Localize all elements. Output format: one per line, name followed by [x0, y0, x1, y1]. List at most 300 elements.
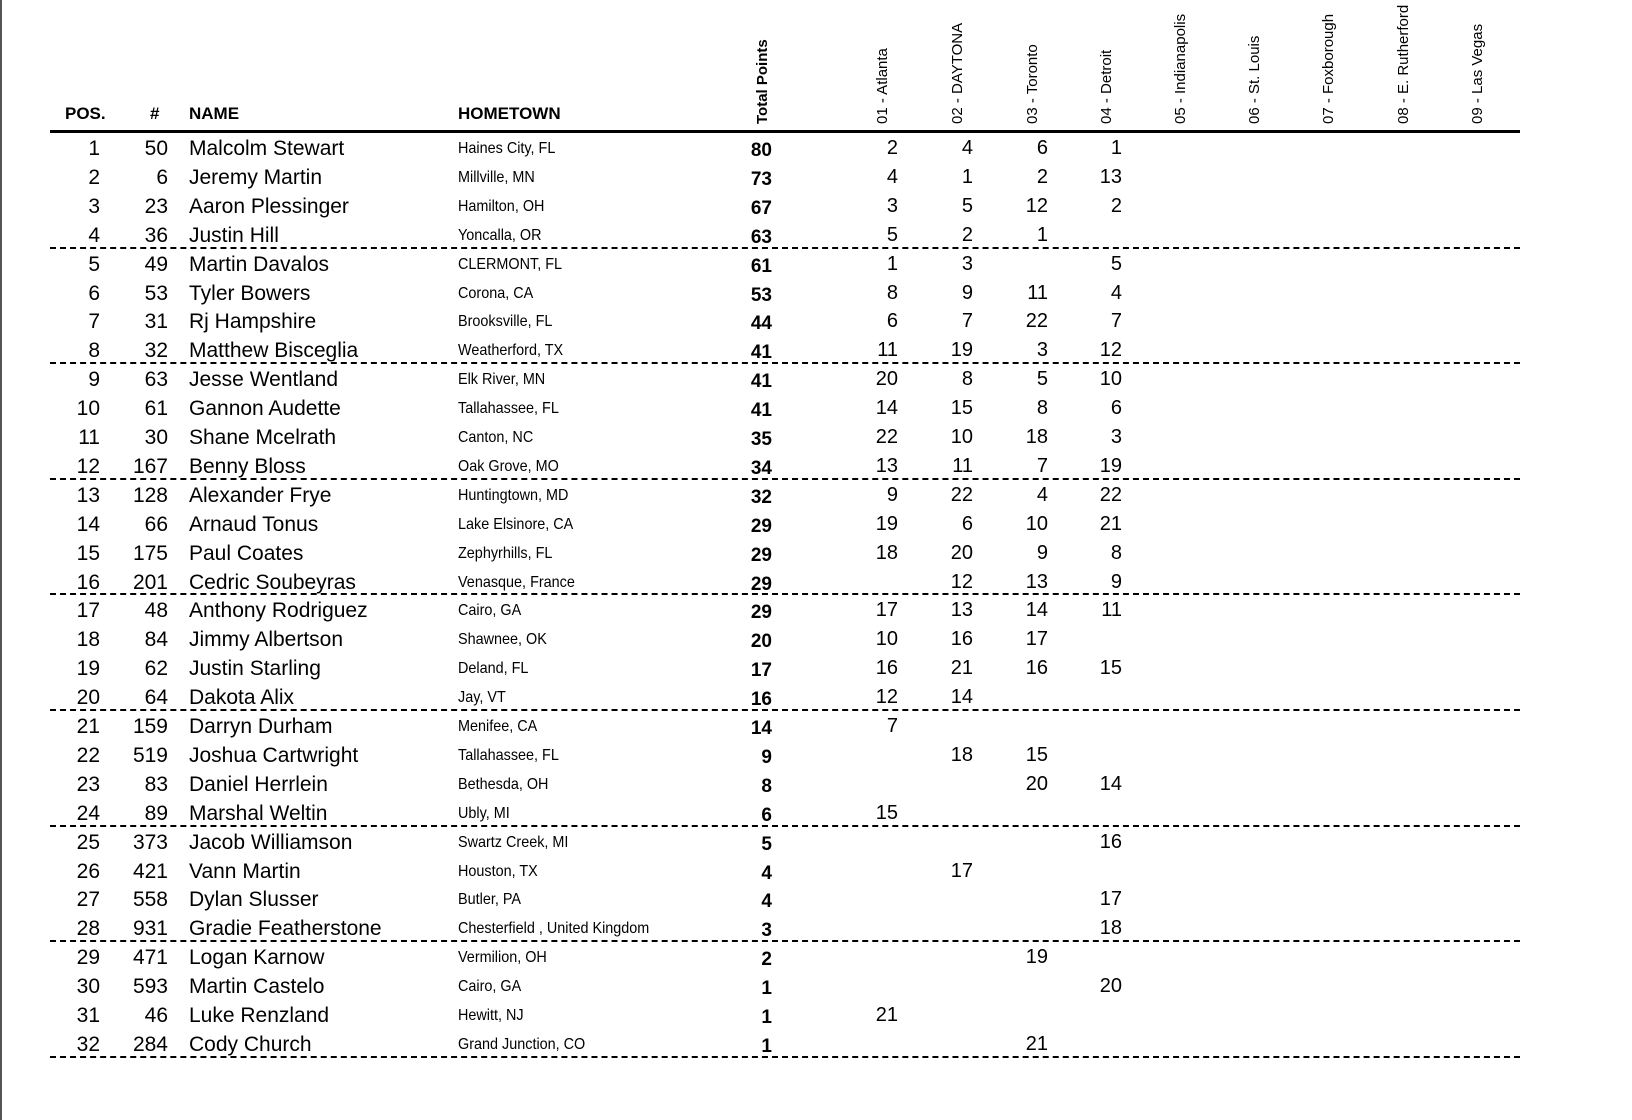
rider-hometown: Chesterfield , United Kingdom — [458, 920, 650, 938]
table-row — [0, 134, 1632, 163]
table-row — [0, 279, 1632, 308]
table-row — [0, 799, 1632, 828]
rider-total-points: 34 — [750, 457, 772, 479]
header-rule — [50, 130, 1520, 133]
rider-name: Gannon Audette — [189, 397, 341, 421]
rider-total-points: 32 — [750, 486, 772, 508]
round-result-2: 8 — [961, 368, 973, 391]
round-result-3: 1 — [1036, 223, 1048, 246]
round-result-4: 9 — [1110, 570, 1122, 593]
rider-name: Arnaud Tonus — [189, 512, 319, 536]
rider-position: 24 — [76, 801, 100, 825]
rider-hometown: Huntingtown, MD — [458, 486, 569, 504]
round-result-3: 19 — [1025, 946, 1048, 969]
group-divider — [50, 478, 1520, 480]
round-result-3: 20 — [1025, 772, 1048, 795]
group-divider — [50, 362, 1520, 364]
rider-hometown: Weatherford, TX — [458, 342, 564, 360]
round-result-2: 10 — [950, 426, 973, 448]
table-row — [0, 828, 1632, 857]
table-row — [0, 914, 1632, 943]
round-result-4: 1 — [1110, 137, 1122, 159]
round-result-3: 6 — [1036, 137, 1048, 159]
rider-number: 63 — [144, 368, 168, 392]
rider-total-points: 29 — [750, 515, 772, 537]
round-result-1: 9 — [886, 483, 898, 506]
round-result-1: 21 — [875, 1004, 898, 1026]
round-result-2: 9 — [961, 281, 973, 304]
rider-number: 84 — [144, 628, 168, 652]
rider-total-points: 1 — [761, 1007, 772, 1028]
round-result-2: 7 — [961, 310, 973, 333]
round-result-2: 12 — [950, 570, 973, 593]
rider-name: Jacob Williamson — [189, 830, 353, 854]
rider-total-points: 6 — [761, 804, 772, 826]
header-round-4: 04 - Detroit — [1098, 49, 1115, 124]
table-row — [0, 1030, 1632, 1059]
round-result-3: 17 — [1025, 628, 1048, 651]
rider-hometown: Yoncalla, OR — [458, 226, 542, 244]
rider-name: Martin Davalos — [189, 252, 330, 276]
table-row — [0, 192, 1632, 221]
rider-number: 48 — [144, 599, 168, 623]
round-result-1: 5 — [886, 223, 898, 246]
rider-hometown: Butler, PA — [458, 891, 521, 909]
round-result-4: 21 — [1099, 512, 1122, 535]
rider-total-points: 35 — [750, 429, 772, 450]
rider-number: 373 — [132, 830, 168, 854]
rider-number: 32 — [144, 339, 168, 363]
header-round-6: 06 - St. Louis — [1246, 35, 1263, 124]
header-total-points: Total Points — [754, 39, 771, 124]
rider-name: Justin Hill — [189, 223, 279, 247]
rider-position: 10 — [76, 397, 100, 421]
round-result-3: 4 — [1036, 483, 1048, 506]
rider-total-points: 63 — [750, 226, 772, 248]
round-result-1: 2 — [886, 137, 898, 159]
rider-hometown: Canton, NC — [458, 429, 534, 446]
round-result-4: 5 — [1110, 252, 1122, 275]
rider-name: Jesse Wentland — [189, 368, 339, 392]
round-result-3: 13 — [1025, 570, 1048, 593]
group-divider — [50, 940, 1520, 942]
rider-total-points: 3 — [761, 920, 772, 942]
rider-number: 53 — [144, 281, 168, 305]
table-row — [0, 510, 1632, 539]
table-row — [0, 481, 1632, 510]
round-result-4: 19 — [1099, 454, 1122, 477]
rider-position: 1 — [88, 137, 100, 160]
round-result-4: 4 — [1110, 281, 1122, 304]
round-result-1: 3 — [886, 194, 898, 217]
round-result-1: 7 — [886, 715, 898, 737]
rider-name: Anthony Rodriguez — [189, 599, 368, 623]
table-row — [0, 307, 1632, 336]
rider-hometown: CLERMONT, FL — [458, 255, 563, 273]
rider-number: 31 — [144, 310, 168, 334]
table-row — [0, 394, 1632, 423]
rider-position: 17 — [76, 599, 100, 623]
round-result-1: 19 — [875, 512, 898, 535]
rider-total-points: 14 — [750, 718, 772, 739]
rider-total-points: 53 — [750, 284, 772, 306]
rider-number: 50 — [144, 137, 168, 160]
rider-name: Martin Castelo — [189, 975, 325, 999]
rider-hometown: Ubly, MI — [458, 804, 510, 822]
rider-position: 21 — [76, 715, 100, 738]
rider-position: 12 — [76, 454, 100, 478]
table-row — [0, 1001, 1632, 1030]
table-row — [0, 712, 1632, 741]
rider-name: Rj Hampshire — [189, 310, 317, 334]
rider-position: 31 — [76, 1004, 100, 1027]
rider-position: 27 — [76, 888, 100, 912]
rider-position: 2 — [88, 165, 100, 189]
rider-total-points: 61 — [750, 255, 772, 277]
rider-name: Jimmy Albertson — [189, 628, 344, 652]
rider-number: 83 — [144, 772, 168, 796]
rider-number: 593 — [132, 975, 168, 999]
rider-position: 14 — [76, 512, 100, 536]
round-result-1: 10 — [875, 628, 898, 651]
round-result-3: 2 — [1036, 165, 1048, 188]
table-row — [0, 770, 1632, 799]
round-result-1: 18 — [875, 541, 898, 564]
table-row — [0, 885, 1632, 914]
rider-total-points: 8 — [761, 775, 772, 797]
round-result-2: 18 — [950, 743, 973, 766]
rider-number: 36 — [144, 223, 168, 247]
round-result-4: 13 — [1099, 165, 1122, 188]
rider-number: 128 — [132, 483, 168, 507]
rider-name: Malcolm Stewart — [189, 137, 345, 160]
table-row — [0, 741, 1632, 770]
round-result-1: 22 — [875, 426, 898, 448]
rider-number: 519 — [132, 743, 168, 767]
table-row — [0, 163, 1632, 192]
rider-total-points: 80 — [750, 140, 772, 161]
rider-position: 7 — [88, 310, 100, 334]
rider-hometown: Cairo, GA — [458, 602, 522, 620]
rider-name: Benny Bloss — [189, 454, 306, 478]
rider-position: 8 — [88, 339, 100, 363]
rider-total-points: 4 — [761, 862, 772, 884]
table-row — [0, 943, 1632, 972]
rider-total-points: 41 — [750, 400, 772, 422]
round-result-3: 22 — [1025, 310, 1048, 333]
header-number: # — [150, 104, 160, 123]
round-result-3: 8 — [1036, 397, 1048, 420]
rider-hometown: Bethesda, OH — [458, 775, 549, 793]
group-divider — [50, 247, 1520, 249]
round-result-1: 13 — [875, 454, 898, 477]
rider-position: 29 — [76, 946, 100, 970]
rider-position: 32 — [76, 1032, 100, 1056]
round-result-2: 13 — [950, 599, 973, 622]
rider-hometown: Haines City, FL — [458, 140, 556, 157]
round-result-2: 20 — [950, 541, 973, 564]
rider-name: Dakota Alix — [189, 686, 295, 710]
rider-name: Marshal Weltin — [189, 801, 328, 825]
round-result-1: 20 — [875, 368, 898, 391]
round-result-3: 5 — [1036, 368, 1048, 391]
table-row — [0, 625, 1632, 654]
header-name: NAME — [189, 104, 240, 123]
rider-hometown: Lake Elsinore, CA — [458, 515, 574, 533]
rider-position: 18 — [76, 628, 100, 652]
round-result-4: 3 — [1110, 426, 1122, 448]
round-result-4: 18 — [1099, 917, 1122, 940]
round-result-1: 6 — [886, 310, 898, 333]
table-row — [0, 972, 1632, 1001]
round-result-4: 8 — [1110, 541, 1122, 564]
round-result-2: 4 — [961, 137, 973, 159]
round-result-4: 6 — [1110, 397, 1122, 420]
rider-position: 3 — [88, 194, 100, 218]
rider-name: Alexander Frye — [189, 483, 332, 507]
rider-position: 11 — [78, 426, 100, 449]
rider-hometown: Millville, MN — [458, 168, 535, 186]
rider-name: Matthew Bisceglia — [189, 339, 359, 363]
rider-name: Dylan Slusser — [189, 888, 319, 912]
group-divider — [50, 825, 1520, 827]
round-result-2: 14 — [950, 686, 973, 709]
table-row — [0, 654, 1632, 683]
rider-name: Jeremy Martin — [189, 165, 323, 189]
rider-position: 25 — [76, 830, 100, 854]
rider-total-points: 5 — [761, 833, 772, 855]
group-divider — [50, 1056, 1520, 1058]
rider-hometown: Venasque, France — [458, 573, 575, 591]
round-result-1: 4 — [886, 165, 898, 188]
rider-name: Vann Martin — [189, 859, 301, 883]
rider-total-points: 29 — [750, 602, 772, 624]
round-result-3: 3 — [1036, 339, 1048, 362]
round-result-4: 7 — [1110, 310, 1122, 333]
round-result-1: 16 — [875, 657, 898, 680]
round-result-2: 15 — [950, 397, 973, 420]
rider-number: 201 — [132, 570, 168, 594]
rider-position: 19 — [76, 657, 100, 681]
rider-total-points: 1 — [761, 978, 772, 1000]
round-result-3: 12 — [1025, 194, 1048, 217]
rider-hometown: Oak Grove, MO — [458, 457, 559, 475]
rider-position: 4 — [88, 223, 100, 247]
rider-number: 64 — [144, 686, 168, 710]
rider-hometown: Menifee, CA — [458, 718, 538, 735]
round-result-3: 21 — [1025, 1032, 1048, 1055]
round-result-2: 16 — [950, 628, 973, 651]
rider-total-points: 67 — [750, 197, 772, 219]
rider-total-points: 29 — [750, 544, 772, 566]
rider-hometown: Tallahassee, FL — [458, 400, 559, 418]
rider-number: 159 — [132, 715, 168, 738]
round-result-3: 9 — [1036, 541, 1048, 564]
rider-name: Joshua Cartwright — [189, 743, 359, 767]
round-result-1: 15 — [875, 801, 898, 824]
rider-name: Logan Karnow — [189, 946, 325, 970]
rider-position: 15 — [76, 541, 100, 565]
rider-position: 13 — [76, 483, 100, 507]
table-row — [0, 452, 1632, 481]
rider-number: 931 — [132, 917, 168, 941]
rider-total-points: 73 — [750, 168, 772, 190]
round-result-3: 16 — [1025, 657, 1048, 680]
table-row — [0, 423, 1632, 452]
rider-number: 23 — [144, 194, 168, 218]
rider-total-points: 20 — [750, 631, 772, 653]
rider-position: 5 — [88, 252, 100, 276]
rider-hometown: Swartz Creek, MI — [458, 833, 569, 851]
rider-name: Paul Coates — [189, 541, 304, 565]
rider-name: Shane Mcelrath — [189, 426, 337, 449]
rider-number: 421 — [132, 859, 168, 883]
rider-total-points: 41 — [750, 371, 772, 393]
round-result-4: 11 — [1101, 599, 1122, 622]
group-divider — [50, 709, 1520, 711]
rider-number: 175 — [132, 541, 168, 565]
rider-position: 23 — [76, 772, 100, 796]
rider-position: 9 — [88, 368, 100, 392]
round-result-4: 10 — [1099, 368, 1122, 391]
round-result-2: 21 — [950, 657, 973, 680]
rider-total-points: 29 — [750, 573, 772, 595]
table-row — [0, 250, 1632, 279]
rider-hometown: Cairo, GA — [458, 978, 522, 996]
rider-number: 30 — [144, 426, 168, 449]
round-result-3: 7 — [1036, 454, 1048, 477]
round-result-3: 11 — [1027, 281, 1048, 304]
rider-number: 46 — [144, 1004, 168, 1027]
header-round-9: 09 - Las Vegas — [1469, 23, 1486, 124]
rider-total-points: 9 — [761, 746, 772, 768]
rider-hometown: Brooksville, FL — [458, 313, 553, 331]
header-round-5: 05 - Indianapolis — [1172, 13, 1189, 124]
rider-total-points: 16 — [750, 689, 772, 711]
rider-name: Luke Renzland — [189, 1004, 330, 1027]
rider-name: Daniel Herrlein — [189, 772, 328, 796]
round-result-4: 16 — [1099, 830, 1122, 853]
round-result-2: 11 — [952, 454, 973, 477]
rider-position: 16 — [76, 570, 100, 594]
rider-position: 28 — [76, 917, 100, 941]
rider-hometown: Jay, VT — [458, 689, 506, 707]
rider-name: Cedric Soubeyras — [189, 570, 356, 594]
rider-total-points: 2 — [761, 949, 772, 971]
round-result-2: 22 — [950, 483, 973, 506]
header-hometown: HOMETOWN — [458, 104, 561, 123]
rider-position: 30 — [76, 975, 100, 999]
rider-name: Justin Starling — [189, 657, 321, 681]
rider-number: 6 — [156, 165, 168, 189]
round-result-4: 15 — [1099, 657, 1122, 680]
rider-number: 89 — [144, 801, 168, 825]
rider-hometown: Deland, FL — [458, 660, 529, 678]
round-result-4: 2 — [1110, 194, 1122, 217]
table-row — [0, 365, 1632, 394]
round-result-2: 17 — [950, 859, 973, 882]
rider-number: 62 — [144, 657, 168, 681]
rider-total-points: 41 — [750, 342, 772, 364]
header-round-3: 03 - Toronto — [1024, 44, 1041, 124]
round-result-1: 14 — [875, 397, 898, 420]
round-result-3: 10 — [1025, 512, 1048, 535]
rider-number: 66 — [144, 512, 168, 536]
rider-number: 49 — [144, 252, 168, 276]
rider-hometown: Zephyrhills, FL — [458, 544, 553, 562]
round-result-1: 8 — [886, 281, 898, 304]
rider-total-points: 1 — [761, 1035, 772, 1057]
rider-hometown: Houston, TX — [458, 862, 538, 880]
round-result-4: 17 — [1099, 888, 1122, 911]
round-result-1: 11 — [877, 339, 898, 362]
table-row — [0, 857, 1632, 886]
rider-total-points: 4 — [761, 891, 772, 913]
rider-hometown: Hamilton, OH — [458, 197, 545, 215]
round-result-4: 22 — [1099, 483, 1122, 506]
rider-name: Tyler Bowers — [189, 281, 311, 305]
rider-position: 20 — [76, 686, 100, 710]
rider-hometown: Vermilion, OH — [458, 949, 547, 967]
rider-name: Cody Church — [189, 1032, 312, 1056]
rider-hometown: Shawnee, OK — [458, 631, 547, 649]
round-result-1: 17 — [875, 599, 898, 622]
rider-number: 284 — [132, 1032, 168, 1056]
table-row — [0, 568, 1632, 597]
round-result-4: 20 — [1099, 975, 1122, 998]
rider-position: 26 — [76, 859, 100, 883]
round-result-4: 14 — [1099, 772, 1122, 795]
round-result-1: 12 — [875, 686, 898, 709]
rider-position: 22 — [76, 743, 100, 767]
round-result-3: 18 — [1025, 426, 1048, 448]
rider-hometown: Hewitt, NJ — [458, 1007, 524, 1024]
rider-name: Aaron Plessinger — [189, 194, 349, 218]
rider-hometown: Tallahassee, FL — [458, 746, 559, 764]
round-result-2: 19 — [950, 339, 973, 362]
header-round-2: 02 - DAYTONA — [949, 22, 966, 124]
header-round-8: 08 - E. Rutherford — [1395, 4, 1412, 124]
rider-hometown: Elk River, MN — [458, 371, 546, 389]
round-result-2: 6 — [961, 512, 973, 535]
rider-total-points: 17 — [750, 660, 772, 682]
group-divider — [50, 593, 1520, 595]
header-round-7: 07 - Foxborough — [1320, 13, 1337, 124]
table-row — [0, 221, 1632, 250]
table-row — [0, 596, 1632, 625]
rider-position: 6 — [88, 281, 100, 305]
header-round-1: 01 - Atlanta — [874, 48, 891, 124]
rider-number: 167 — [132, 454, 168, 478]
rider-hometown: Grand Junction, CO — [458, 1035, 586, 1053]
header-pos: POS. — [65, 104, 106, 123]
round-result-2: 2 — [961, 223, 973, 246]
rider-name: Gradie Featherstone — [189, 917, 382, 941]
round-result-2: 3 — [961, 252, 973, 275]
table-row — [0, 336, 1632, 365]
rider-hometown: Corona, CA — [458, 284, 534, 302]
table-row — [0, 683, 1632, 712]
round-result-2: 1 — [961, 165, 973, 188]
rider-number: 61 — [144, 397, 168, 421]
rider-number: 471 — [132, 946, 168, 970]
round-result-1: 1 — [886, 252, 898, 275]
rider-name: Darryn Durham — [189, 715, 333, 738]
table-row — [0, 539, 1632, 568]
rider-number: 558 — [132, 888, 168, 912]
round-result-3: 14 — [1025, 599, 1048, 622]
round-result-4: 12 — [1099, 339, 1122, 362]
